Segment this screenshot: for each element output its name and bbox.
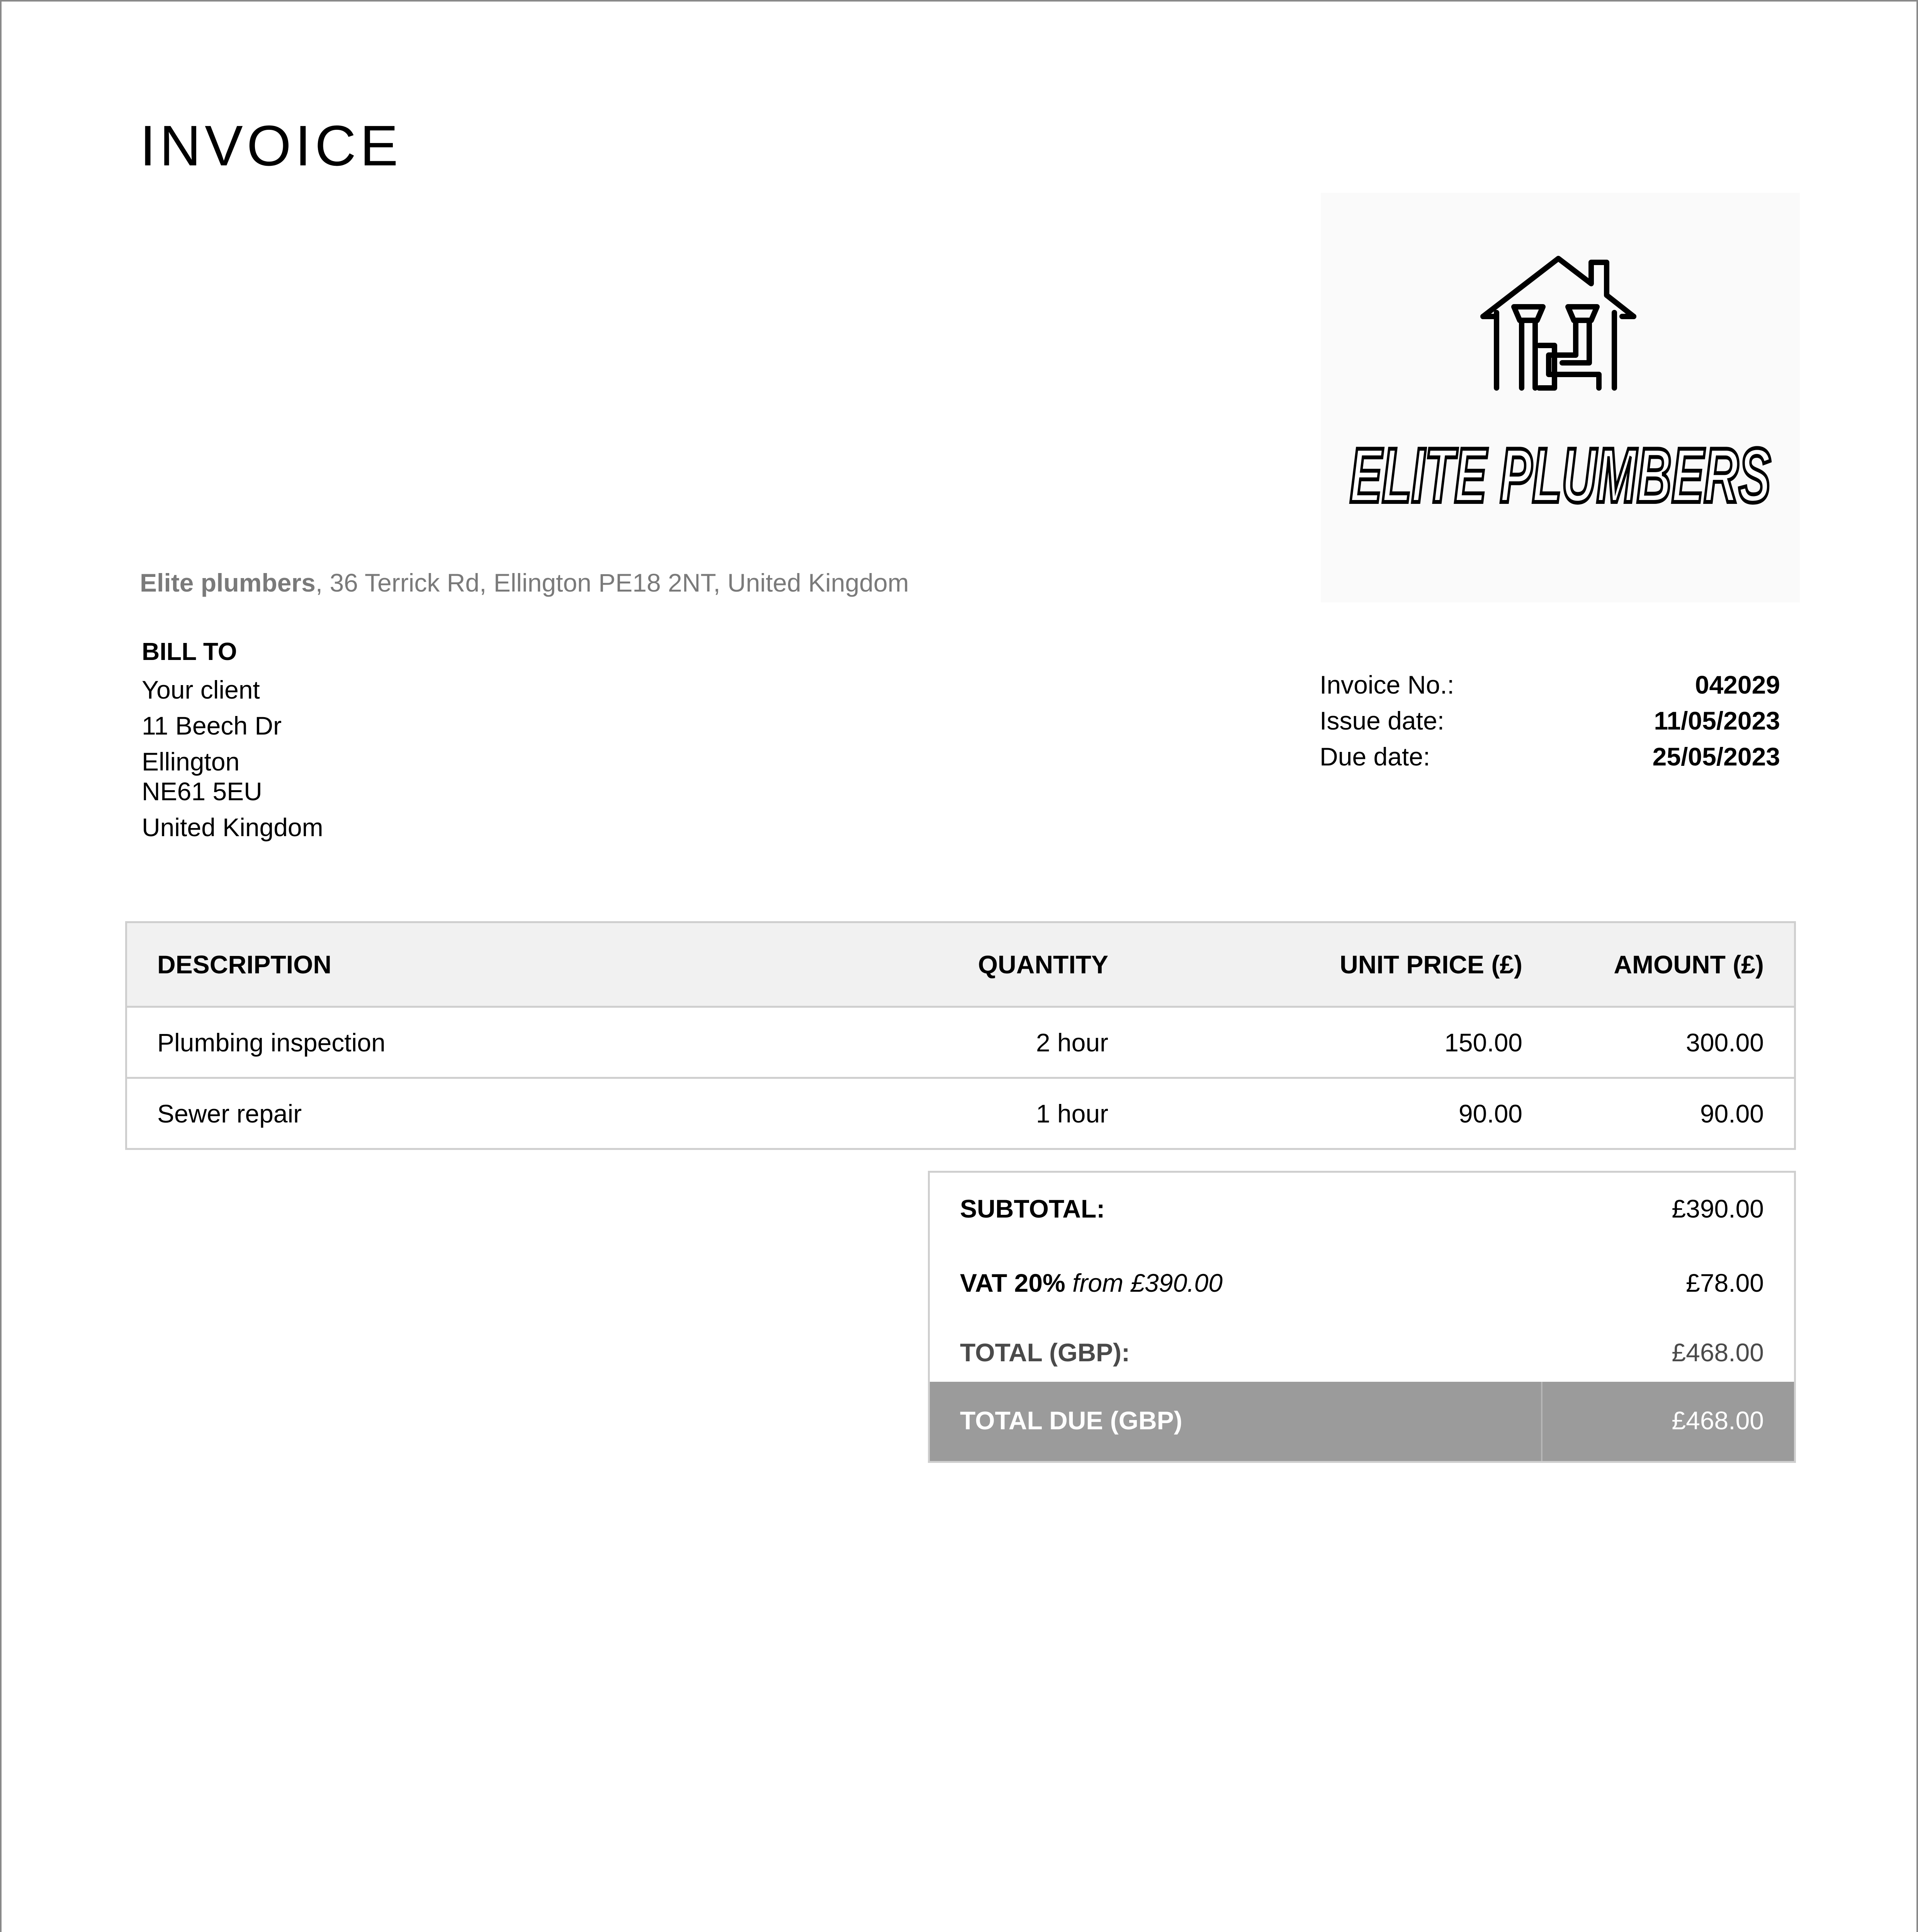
line-items-table: [125, 921, 1796, 1150]
vat-value: £78.00: [1686, 1269, 1764, 1297]
item-description: Sewer repair: [157, 1099, 302, 1128]
subtotal-label-text: SUBTOTAL:: [960, 1194, 1105, 1223]
table-row: [127, 1006, 1794, 1077]
item-amount: 90.00: [1700, 1099, 1764, 1128]
subtotal-label: [960, 1194, 1105, 1223]
total-due-label: TOTAL DUE (GBP): [960, 1406, 1182, 1435]
total-row: [930, 1338, 1794, 1376]
column-header: AMOUNT (£): [1614, 950, 1764, 979]
total-due-value: £468.00: [1672, 1406, 1764, 1435]
meta-label: Invoice No.:: [1320, 670, 1454, 699]
bill-to-line: 11 Beech Dr: [142, 711, 282, 740]
column-header: QUANTITY: [978, 950, 1108, 979]
meta-label: Due date:: [1320, 742, 1430, 771]
invoice-number: 042029: [1695, 670, 1780, 699]
company-logo: [1321, 193, 1800, 602]
vat-row: [930, 1268, 1794, 1307]
item-amount: 300.00: [1686, 1028, 1764, 1057]
sender-address: [140, 568, 909, 598]
table-header: [127, 923, 1794, 1006]
vat-rate: VAT 20%: [960, 1269, 1065, 1297]
item-unit-price: 90.00: [1458, 1099, 1522, 1128]
issue-date: 11/05/2023: [1654, 706, 1780, 735]
sender-name: Elite plumbers: [140, 568, 316, 597]
bill-to-line: Your client: [142, 675, 260, 704]
total-due-bar: [930, 1382, 1794, 1461]
vat-label: [960, 1268, 1223, 1298]
issue-date-row: [1320, 706, 1780, 737]
invoice-title: INVOICE: [140, 114, 402, 178]
table-row: [127, 1077, 1794, 1148]
due-date: 25/05/2023: [1652, 742, 1780, 771]
totals-box: [928, 1171, 1796, 1463]
vat-note: from £390.00: [1072, 1269, 1223, 1297]
total-value: £468.00: [1672, 1338, 1764, 1367]
total-label: TOTAL (GBP):: [960, 1338, 1130, 1367]
bill-to-line: United Kingdom: [142, 813, 323, 842]
meta-label: Issue date:: [1320, 706, 1444, 735]
column-header: DESCRIPTION: [157, 950, 332, 979]
subtotal-value: £390.00: [1672, 1194, 1764, 1223]
due-date-row: [1320, 742, 1780, 773]
item-quantity: 1 hour: [1036, 1099, 1108, 1128]
bill-to-line: NE61 5EU: [142, 777, 262, 806]
item-unit-price: 150.00: [1444, 1028, 1522, 1057]
house-pipes-icon: [1483, 259, 1634, 388]
column-header: UNIT PRICE (£): [1339, 950, 1522, 979]
invoice-number-row: [1320, 670, 1780, 701]
divider: [1541, 1382, 1543, 1461]
logo-text: ELITE PLUMBERS: [1350, 432, 1771, 519]
bill-to-line: Ellington: [142, 747, 240, 776]
sender-address-text: , 36 Terrick Rd, Ellington PE18 2NT, United Kingdom: [315, 568, 909, 597]
subtotal-row: [930, 1194, 1794, 1233]
item-description: Plumbing inspection: [157, 1028, 386, 1057]
bill-to-label: BILL TO: [142, 638, 237, 665]
item-quantity: 2 hour: [1036, 1028, 1108, 1057]
